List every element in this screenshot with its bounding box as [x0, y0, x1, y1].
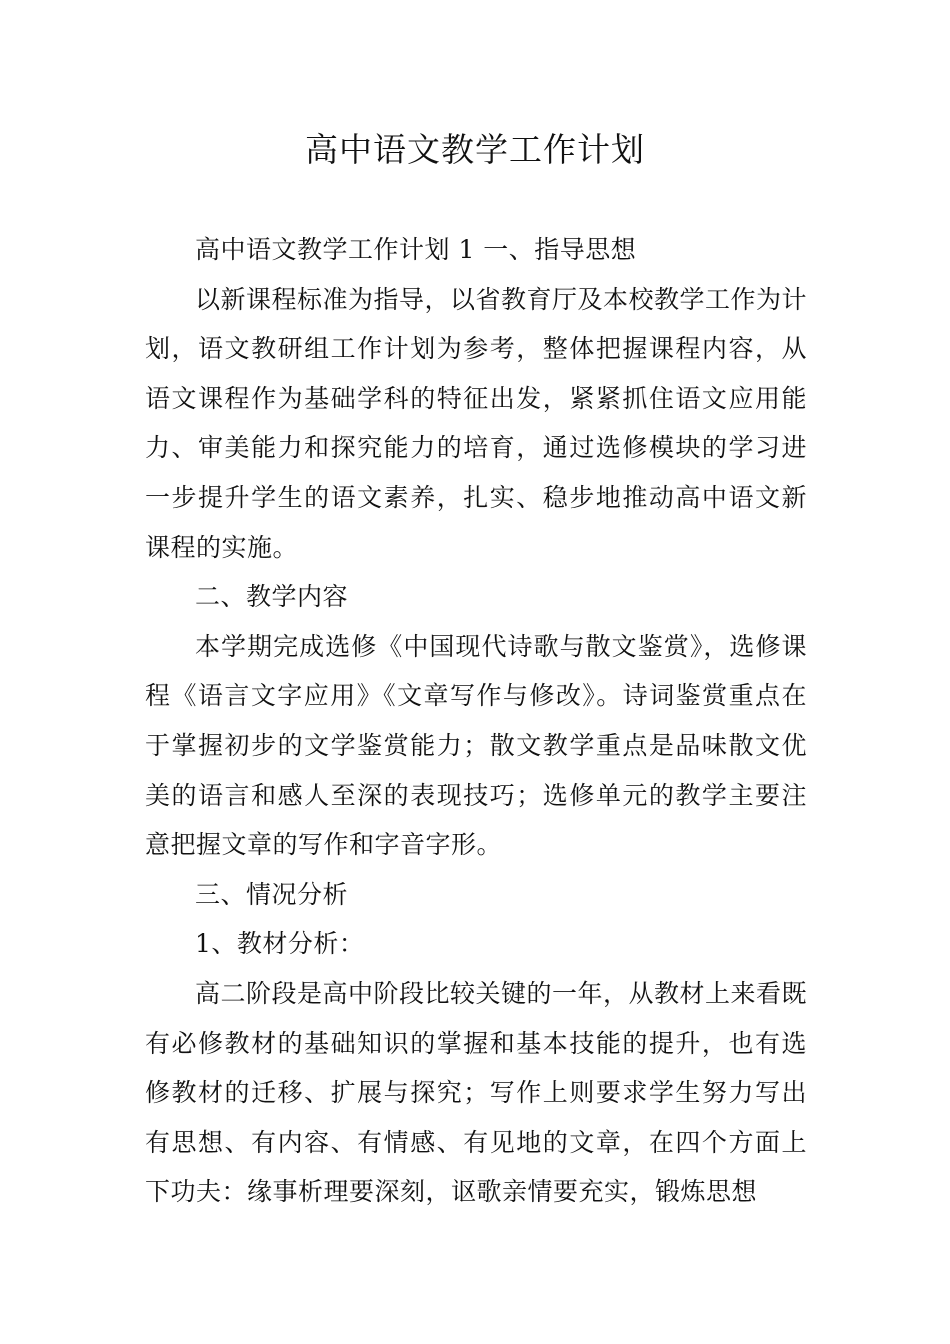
paragraph-heading-situation-analysis: 三、情况分析: [195, 879, 349, 909]
paragraph-heading-guiding-thought: 高中语文教学工作计划 1 一、指导思想: [195, 235, 637, 264]
document-body: [145, 225, 807, 1217]
document-title: 高中语文教学工作计划: [305, 130, 645, 169]
paragraph-teaching-content: 本学期完成选修《中国现代诗歌与散文鉴赏》，选修课程《语言文字应用》《文章写作与修改》。诗词鉴赏重点在于掌握初步的文学鉴赏能力；散文教学重点是品味散文优美的语言和感人至深的表现技巧；选修单元的教学主要注意把握文章的写作和字音字形。: [145, 631, 807, 860]
paragraph-heading-teaching-content: 二、教学内容: [195, 582, 349, 612]
paragraph-guiding-thought: 以新课程标准为指导，以省教育厅及本校教学工作为计划，语文教研组工作计划为参考，整体把握课程内容，从语文课程作为基础学科的特征出发，紧紧抓住语文应用能力、审美能力和探究能力的培育，通过选修模块的学习进一步提升学生的语文素养，扎实、稳步地推动高中语文新课程的实施。: [145, 284, 808, 562]
paragraph-heading-textbook-analysis: 1、教材分析：: [195, 929, 365, 959]
paragraph-textbook-analysis: 高二阶段是高中阶段比较关键的一年，从教材上来看既有必修教材的基础知识的掌握和基本技能的提升，也有选修教材的迁移、扩展与探究；写作上则要求学生努力写出有思想、有内容、有情感、有见地的文章，在四个方面上下功夫：缘事析理要深刻，讴歌亲情要充实，锻炼思想: [145, 978, 808, 1207]
